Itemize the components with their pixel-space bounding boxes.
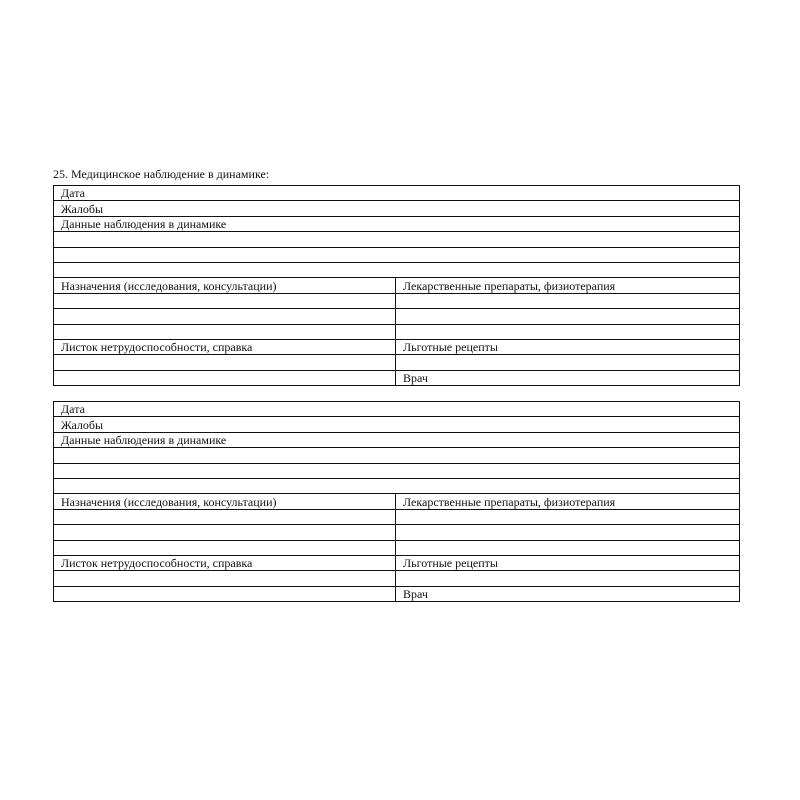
- blank-split-row: [54, 509, 740, 524]
- blank-split-row: [54, 571, 740, 586]
- blank-split-row: [54, 540, 740, 555]
- doctor-row: [54, 586, 740, 601]
- observation-label: Данные наблюдения в динамике: [61, 217, 227, 232]
- sick-leave-row: [54, 555, 740, 570]
- prescriptions-label: Назначения (исследования, консультации): [61, 494, 277, 509]
- blank-left-field[interactable]: [54, 309, 396, 324]
- medications-label: Лекарственные препараты, физиотерапия: [403, 278, 616, 293]
- prescriptions-field[interactable]: [54, 494, 396, 509]
- observation-form-block-2: [53, 401, 739, 602]
- preferential-label: Льготные рецепты: [403, 340, 498, 355]
- sick-leave-field[interactable]: [54, 555, 396, 570]
- section-title: 25. Медицинское наблюдение в динамике:: [53, 167, 270, 181]
- blank-field[interactable]: [54, 463, 740, 478]
- prescriptions-field[interactable]: [54, 278, 396, 293]
- blank-right-field[interactable]: [396, 509, 740, 524]
- doctor-field[interactable]: [396, 586, 740, 601]
- complaints-row: [54, 201, 740, 216]
- doctor-field[interactable]: [396, 370, 740, 385]
- blank-field[interactable]: [54, 247, 740, 262]
- complaints-field[interactable]: [54, 201, 740, 216]
- prescriptions-row: [54, 494, 740, 509]
- blank-right-field[interactable]: [396, 293, 740, 308]
- complaints-label: Жалобы: [61, 201, 104, 216]
- observation-field[interactable]: [54, 432, 740, 447]
- blank-right-field[interactable]: [396, 540, 740, 555]
- date-label: Дата: [61, 186, 85, 201]
- blank-left-field[interactable]: [54, 525, 396, 540]
- blank-left-field[interactable]: [54, 355, 396, 370]
- medications-field[interactable]: [396, 278, 740, 293]
- blank-field[interactable]: [54, 478, 740, 493]
- blank-field[interactable]: [54, 262, 740, 277]
- blank-split-row: [54, 309, 740, 324]
- sick-leave-row: [54, 339, 740, 354]
- blank-right-field[interactable]: [396, 324, 740, 339]
- blank-row: [54, 232, 740, 247]
- blank-row: [54, 262, 740, 277]
- blank-split-row: [54, 324, 740, 339]
- blank-split-row: [54, 293, 740, 308]
- blank-split-row: [54, 525, 740, 540]
- blank-field[interactable]: [54, 448, 740, 463]
- sick-leave-field[interactable]: [54, 339, 396, 354]
- date-row: [54, 186, 740, 201]
- doctor-row: [54, 370, 740, 385]
- medications-field[interactable]: [396, 494, 740, 509]
- prescriptions-row: [54, 278, 740, 293]
- date-label: Дата: [61, 402, 85, 417]
- blank-row: [54, 463, 740, 478]
- date-field[interactable]: [54, 186, 740, 201]
- preferential-label: Льготные рецепты: [403, 556, 498, 571]
- blank-field[interactable]: [54, 232, 740, 247]
- blank-right-field[interactable]: [396, 571, 740, 586]
- complaints-field[interactable]: [54, 417, 740, 432]
- preferential-field[interactable]: [396, 339, 740, 354]
- date-field[interactable]: [54, 402, 740, 417]
- blank-row: [54, 448, 740, 463]
- blank-row: [54, 478, 740, 493]
- sick-leave-label: Листок нетрудоспособности, справка: [61, 556, 253, 571]
- sick-leave-label: Листок нетрудоспособности, справка: [61, 340, 253, 355]
- observation-row: [54, 216, 740, 231]
- medications-label: Лекарственные препараты, физиотерапия: [403, 494, 616, 509]
- prescriptions-label: Назначения (исследования, консультации): [61, 278, 277, 293]
- blank-left-field[interactable]: [54, 370, 396, 385]
- blank-left-field[interactable]: [54, 509, 396, 524]
- blank-left-field[interactable]: [54, 540, 396, 555]
- blank-left-field[interactable]: [54, 324, 396, 339]
- blank-right-field[interactable]: [396, 525, 740, 540]
- blank-split-row: [54, 355, 740, 370]
- blank-left-field[interactable]: [54, 586, 396, 601]
- preferential-field[interactable]: [396, 555, 740, 570]
- doctor-label: Врач: [403, 371, 428, 386]
- observation-label: Данные наблюдения в динамике: [61, 433, 227, 448]
- observation-field[interactable]: [54, 216, 740, 231]
- observation-form-block-1: [53, 185, 739, 386]
- complaints-label: Жалобы: [61, 417, 104, 432]
- date-row: [54, 402, 740, 417]
- blank-left-field[interactable]: [54, 571, 396, 586]
- complaints-row: [54, 417, 740, 432]
- observation-row: [54, 432, 740, 447]
- blank-right-field[interactable]: [396, 309, 740, 324]
- doctor-label: Врач: [403, 587, 428, 602]
- blank-left-field[interactable]: [54, 293, 396, 308]
- observation-table: [53, 185, 740, 386]
- blank-row: [54, 247, 740, 262]
- observation-table: [53, 401, 740, 602]
- blank-right-field[interactable]: [396, 355, 740, 370]
